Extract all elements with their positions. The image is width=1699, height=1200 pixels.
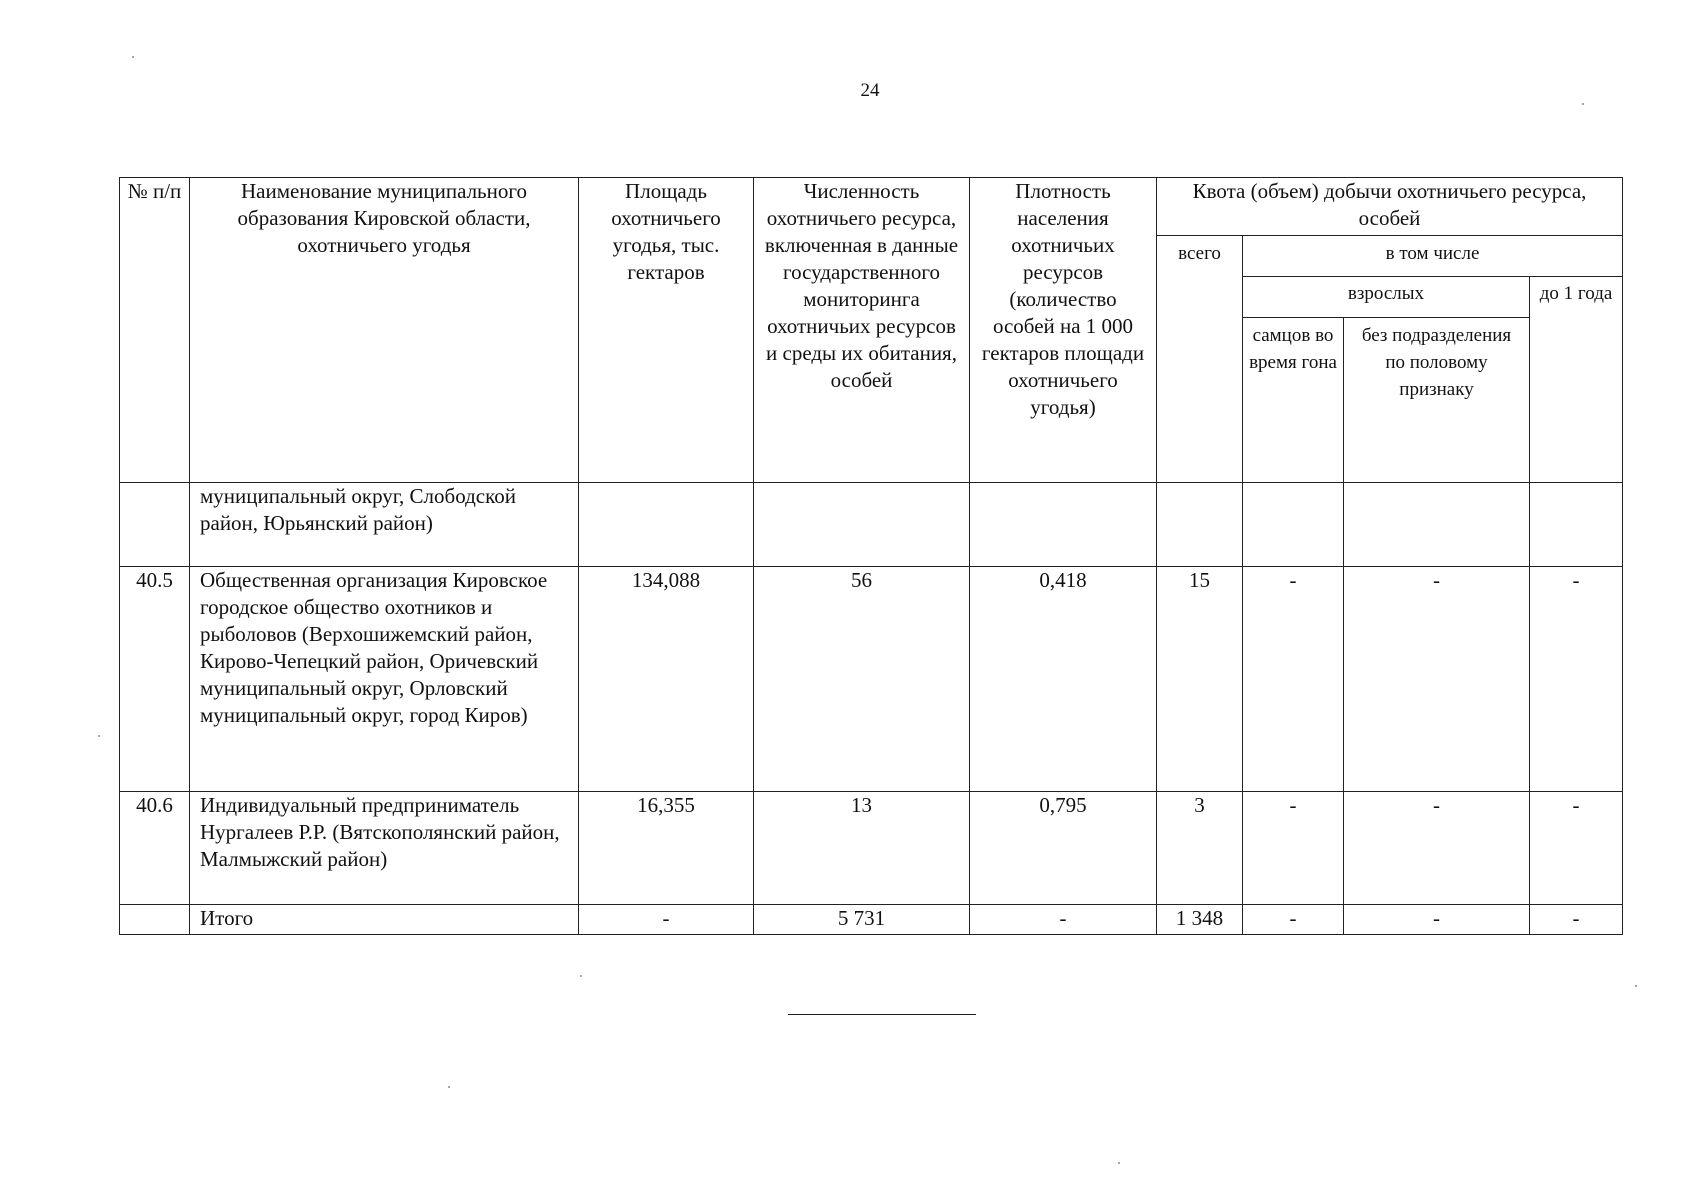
cell-count: 56 xyxy=(754,567,970,792)
signature-line xyxy=(788,1014,976,1015)
cell-young xyxy=(1530,483,1623,567)
scan-speck xyxy=(1635,985,1637,987)
cell-density: 0,418 xyxy=(970,567,1157,792)
header-density: Плотность населения охотничьих ресурсов (количество особей на 1 000 гектаров площади охотничьего угодья) xyxy=(970,178,1157,483)
cell-num: 40.5 xyxy=(120,567,190,792)
cell-count: 5 731 xyxy=(754,905,970,935)
table-row xyxy=(120,792,1623,905)
scan-speck xyxy=(580,975,582,977)
header-area: Площадь охотничьего угодья, тыс. гектаров xyxy=(579,178,754,483)
cell-name: Общественная организация Кировское городское общество охотников и рыболовов (Верхошижемский район, Кирово-Чепецкий район, Оричевский муниципальный округ, Орловский муниципальный округ, город Киров) xyxy=(190,567,579,792)
header-including: в том числе xyxy=(1243,236,1623,277)
cell-nosex xyxy=(1344,483,1530,567)
cell-males: - xyxy=(1243,905,1344,935)
cell-males: - xyxy=(1243,792,1344,905)
cell-total: 3 xyxy=(1157,792,1243,905)
cell-young: - xyxy=(1530,905,1623,935)
header-adults: взрослых xyxy=(1243,277,1530,318)
cell-count: 13 xyxy=(754,792,970,905)
cell-total: 1 348 xyxy=(1157,905,1243,935)
cell-males xyxy=(1243,483,1344,567)
cell-num: 40.6 xyxy=(120,792,190,905)
cell-name: муниципальный округ, Слободской район, Юрьянский район) xyxy=(190,483,579,567)
cell-nosex: - xyxy=(1344,567,1530,792)
cell-young: - xyxy=(1530,792,1623,905)
cell-density: 0,795 xyxy=(970,792,1157,905)
header-males-rut: самцов во время гона xyxy=(1243,318,1344,483)
quota-table xyxy=(119,177,1623,935)
cell-num xyxy=(120,905,190,935)
cell-total xyxy=(1157,483,1243,567)
cell-density xyxy=(970,483,1157,567)
cell-nosex: - xyxy=(1344,905,1530,935)
scan-speck xyxy=(1582,103,1584,105)
cell-males: - xyxy=(1243,567,1344,792)
header-no-sex: без подразделения по половому признаку xyxy=(1344,318,1530,483)
cell-area xyxy=(579,483,754,567)
cell-area: 16,355 xyxy=(579,792,754,905)
cell-name: Итого xyxy=(190,905,579,935)
scan-speck xyxy=(132,56,134,58)
table-row-total xyxy=(120,905,1623,935)
cell-young: - xyxy=(1530,567,1623,792)
cell-nosex: - xyxy=(1344,792,1530,905)
table-body xyxy=(120,483,1623,935)
cell-name: Индивидуальный предприниматель Нургалеев Р.Р. (Вятскополянский район, Малмыжский район) xyxy=(190,792,579,905)
table-row xyxy=(120,483,1623,567)
header-under-one: до 1 года xyxy=(1530,277,1623,483)
header-count: Численность охотничьего ресурса, включенная в данные государственного мониторинга охотничьих ресурсов и среды их обитания, особей xyxy=(754,178,970,483)
scan-speck xyxy=(1118,1162,1120,1164)
table-header xyxy=(120,178,1623,483)
page-number: 24 xyxy=(860,80,880,101)
cell-area: 134,088 xyxy=(579,567,754,792)
cell-num xyxy=(120,483,190,567)
cell-density: - xyxy=(970,905,1157,935)
cell-count xyxy=(754,483,970,567)
scan-speck xyxy=(98,735,100,737)
header-total: всего xyxy=(1157,236,1243,483)
cell-area: - xyxy=(579,905,754,935)
header-quota: Квота (объем) добычи охотничьего ресурса, особей xyxy=(1157,178,1623,236)
header-name: Наименование муниципального образования Кировской области, охотничьего угодья xyxy=(190,178,579,483)
cell-total: 15 xyxy=(1157,567,1243,792)
table-row xyxy=(120,567,1623,792)
scan-speck xyxy=(448,1086,450,1088)
header-num: № п/п xyxy=(120,178,190,483)
